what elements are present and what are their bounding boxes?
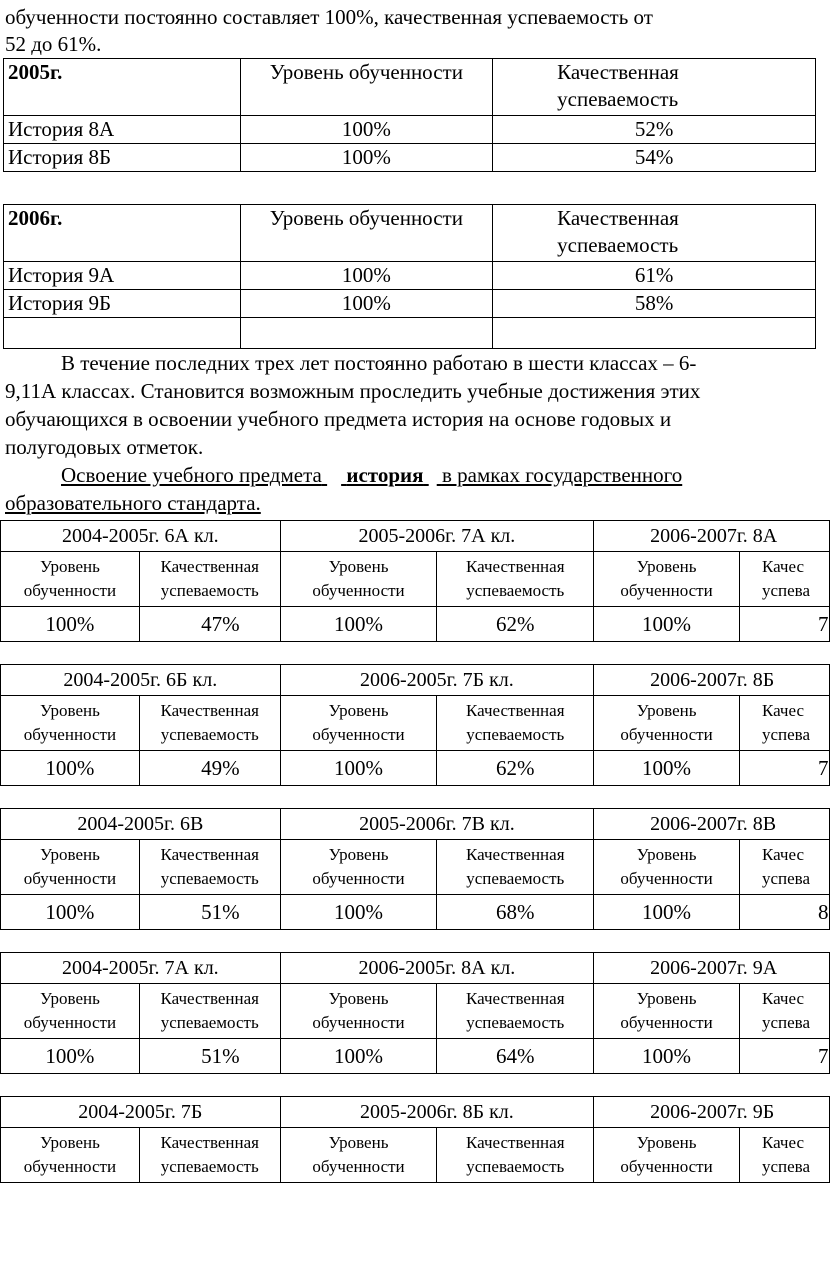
quality-header	[139, 552, 280, 607]
level-cell: 100%	[240, 116, 493, 144]
header-text: обученности	[620, 1157, 713, 1176]
heading-subject: история	[346, 463, 424, 487]
header-text: Уровень	[39, 701, 100, 720]
year-label: 2005г.	[8, 60, 63, 84]
year-class-cell: 2006-2007г. 9А	[594, 953, 830, 984]
quality-value: 7	[739, 751, 829, 786]
heading-part-2: в рамках государственного	[441, 463, 683, 487]
level-header	[1, 1128, 140, 1183]
table-2005	[3, 58, 816, 172]
header-text: успеваемость	[160, 869, 259, 888]
quality-header	[139, 1128, 280, 1183]
header-text: Качественная	[466, 557, 565, 576]
level-header	[594, 696, 740, 751]
section-heading	[61, 462, 682, 489]
quality-value: 62%	[437, 607, 594, 642]
year-class-cell: 2006-2005г. 7Б кл.	[280, 665, 594, 696]
quality-value: 8	[739, 895, 829, 930]
header-text: успеваемость	[160, 1157, 259, 1176]
level-value: 100%	[594, 607, 740, 642]
quality-cell: 52%	[493, 116, 816, 144]
intro-line-2: 52 до 61%.	[5, 32, 102, 56]
table-header	[4, 59, 816, 116]
level-value: 100%	[1, 1039, 140, 1074]
level-value: 100%	[280, 751, 437, 786]
level-header	[1, 696, 140, 751]
quality-value: 51%	[139, 895, 280, 930]
header-text: Качес	[761, 989, 804, 1008]
header-text: обученности	[312, 1157, 405, 1176]
header-text: успеваемость	[466, 1157, 565, 1176]
quality-header	[739, 552, 829, 607]
level-value: 100%	[1, 751, 140, 786]
header-text: Качественная	[160, 701, 259, 720]
block-header-row	[1, 840, 830, 895]
quality-header	[437, 552, 594, 607]
level-value: 100%	[594, 1039, 740, 1074]
quality-value: 64%	[437, 1039, 594, 1074]
block-value-row	[1, 607, 830, 642]
header-text: обученности	[23, 581, 117, 600]
quality-header-a: Качественная	[557, 206, 679, 230]
header-text: Качес	[761, 845, 804, 864]
level-cell: 100%	[240, 290, 493, 318]
heading-line-2: образовательного стандарта.	[5, 491, 261, 515]
header-text: Уровень	[636, 557, 697, 576]
header-text: обученности	[23, 869, 117, 888]
quality-header	[739, 1128, 829, 1183]
level-value: 100%	[594, 895, 740, 930]
quality-value: 68%	[437, 895, 594, 930]
level-value: 100%	[594, 751, 740, 786]
header-text: Уровень	[328, 701, 389, 720]
level-header	[280, 840, 437, 895]
year-class-cell: 2006-2007г. 8В	[594, 809, 830, 840]
level-header	[280, 696, 437, 751]
header-text: обученности	[620, 581, 713, 600]
header-text: Качественная	[466, 701, 565, 720]
block-value-row	[1, 1039, 830, 1074]
level-header	[1, 552, 140, 607]
level-value: 100%	[1, 607, 140, 642]
block-gap	[1, 642, 830, 665]
year-label: 2006г.	[8, 206, 63, 230]
level-cell: 100%	[240, 262, 493, 290]
header-text: Качественная	[160, 557, 259, 576]
header-text: успева	[761, 725, 810, 744]
quality-value: 7	[739, 1039, 829, 1074]
subject-cell: История 8Б	[4, 144, 241, 172]
header-text: Качественная	[466, 989, 565, 1008]
header-text: обученности	[620, 869, 713, 888]
year-class-cell: 2006-2005г. 8А кл.	[280, 953, 594, 984]
header-text: Уровень	[328, 557, 389, 576]
header-text: обученности	[312, 725, 405, 744]
quality-header	[139, 984, 280, 1039]
quality-header	[437, 1128, 594, 1183]
header-text: Уровень	[636, 845, 697, 864]
table-row	[4, 144, 816, 172]
header-text: Качественная	[160, 845, 259, 864]
quality-header-b: успеваемость	[557, 87, 679, 111]
block-gap	[1, 786, 830, 809]
header-text: успеваемость	[466, 725, 565, 744]
level-value: 100%	[1, 895, 140, 930]
header-text: обученности	[23, 1157, 117, 1176]
intro-line-1: обученности постоянно составляет 100%, качественная успеваемость от	[5, 5, 653, 29]
header-text: обученности	[620, 1013, 713, 1032]
header-text: обученности	[312, 581, 405, 600]
header-text: обученности	[312, 1013, 405, 1032]
year-class-cell: 2004-2005г. 6А кл.	[1, 521, 281, 552]
heading-part-1: Освоение учебного предмета	[61, 463, 322, 487]
level-value: 100%	[280, 1039, 437, 1074]
table-header	[4, 205, 816, 262]
header-text: Уровень	[328, 1133, 389, 1152]
header-text: успеваемость	[160, 1013, 259, 1032]
year-class-cell: 2004-2005г. 7А кл.	[1, 953, 281, 984]
quality-header	[139, 840, 280, 895]
quality-header-b: успеваемость	[557, 233, 679, 257]
quality-header-a: Качественная	[557, 60, 679, 84]
subject-cell: История 9Б	[4, 290, 241, 318]
year-class-cell: 2006-2007г. 8А	[594, 521, 830, 552]
block-year-row	[1, 1097, 830, 1128]
level-header	[1, 840, 140, 895]
block-year-row	[1, 665, 830, 696]
quality-cell: 54%	[493, 144, 816, 172]
header-text: Уровень	[636, 1133, 697, 1152]
quality-cell: 61%	[493, 262, 816, 290]
table-row	[4, 116, 816, 144]
quality-value: 47%	[139, 607, 280, 642]
paragraph-line-2: 9,11А классах. Становится возможным проследить учебные достижения этих	[5, 379, 701, 403]
level-value: 100%	[280, 895, 437, 930]
level-header	[594, 552, 740, 607]
block-header-row	[1, 984, 830, 1039]
header-text: Уровень	[636, 989, 697, 1008]
table-2006	[3, 204, 816, 349]
header-text: Уровень	[328, 845, 389, 864]
quality-value: 7	[739, 607, 829, 642]
year-class-cell: 2004-2005г. 7Б	[1, 1097, 281, 1128]
header-text: успеваемость	[466, 581, 565, 600]
block-header-row	[1, 1128, 830, 1183]
table-row	[4, 290, 816, 318]
year-class-cell: 2004-2005г. 6В	[1, 809, 281, 840]
level-header	[280, 984, 437, 1039]
quality-header	[437, 984, 594, 1039]
block-value-row	[1, 751, 830, 786]
header-text: успеваемость	[160, 725, 259, 744]
header-text: Качественная	[466, 1133, 565, 1152]
header-text: Уровень	[39, 845, 100, 864]
header-text: успева	[761, 1157, 810, 1176]
quality-header	[739, 840, 829, 895]
block-year-row	[1, 521, 830, 552]
block-gap	[1, 1074, 830, 1097]
table-row	[4, 262, 816, 290]
year-class-cell: 2005-2006г. 7А кл.	[280, 521, 594, 552]
header-text: Качественная	[466, 845, 565, 864]
header-text: успеваемость	[466, 1013, 565, 1032]
header-text: успеваемость	[160, 581, 259, 600]
paragraph-line-1: В течение последних трех лет постоянно работаю в шести классах – 6-	[61, 351, 697, 375]
level-header	[594, 1128, 740, 1183]
table-row-empty	[4, 318, 816, 349]
header-text: Качес	[761, 1133, 804, 1152]
paragraph-line-4: полугодовых отметок.	[5, 435, 204, 459]
year-class-cell: 2006-2007г. 9Б	[594, 1097, 830, 1128]
quality-header	[739, 696, 829, 751]
header-text: Уровень	[39, 1133, 100, 1152]
quality-header	[739, 984, 829, 1039]
block-header-row	[1, 696, 830, 751]
year-class-cell: 2005-2006г. 7В кл.	[280, 809, 594, 840]
level-value: 100%	[280, 607, 437, 642]
level-header	[594, 984, 740, 1039]
header-text: обученности	[620, 725, 713, 744]
year-class-cell: 2005-2006г. 8Б кл.	[280, 1097, 594, 1128]
year-class-cell: 2004-2005г. 6Б кл.	[1, 665, 281, 696]
block-header-row	[1, 552, 830, 607]
header-text: Уровень	[328, 989, 389, 1008]
header-text: Уровень	[39, 989, 100, 1008]
level-header	[1, 984, 140, 1039]
quality-header	[139, 696, 280, 751]
block-gap	[1, 930, 830, 953]
subject-cell: История 8А	[4, 116, 241, 144]
header-text: Уровень	[39, 557, 100, 576]
header-text: успеваемость	[466, 869, 565, 888]
results-table	[0, 520, 830, 1183]
header-text: Качес	[761, 701, 804, 720]
block-year-row	[1, 953, 830, 984]
level-header: Уровень обученности	[269, 206, 463, 230]
header-text: обученности	[23, 725, 117, 744]
quality-header	[437, 840, 594, 895]
level-header	[280, 552, 437, 607]
header-text: обученности	[23, 1013, 117, 1032]
level-header: Уровень обученности	[269, 60, 463, 84]
header-text: успева	[761, 581, 810, 600]
header-text: успева	[761, 869, 810, 888]
quality-cell: 58%	[493, 290, 816, 318]
header-text: Качес	[761, 557, 804, 576]
quality-value: 51%	[139, 1039, 280, 1074]
quality-value: 49%	[139, 751, 280, 786]
quality-header	[437, 696, 594, 751]
header-text: Качественная	[160, 1133, 259, 1152]
level-header	[280, 1128, 437, 1183]
level-header	[594, 840, 740, 895]
header-text: Уровень	[636, 701, 697, 720]
subject-cell: История 9А	[4, 262, 241, 290]
level-cell: 100%	[240, 144, 493, 172]
header-text: обученности	[312, 869, 405, 888]
year-class-cell: 2006-2007г. 8Б	[594, 665, 830, 696]
block-year-row	[1, 809, 830, 840]
quality-value: 62%	[437, 751, 594, 786]
header-text: Качественная	[160, 989, 259, 1008]
paragraph-line-3: обучающихся в освоении учебного предмета история на основе годовых и	[5, 407, 672, 431]
block-value-row	[1, 895, 830, 930]
header-text: успева	[761, 1013, 810, 1032]
